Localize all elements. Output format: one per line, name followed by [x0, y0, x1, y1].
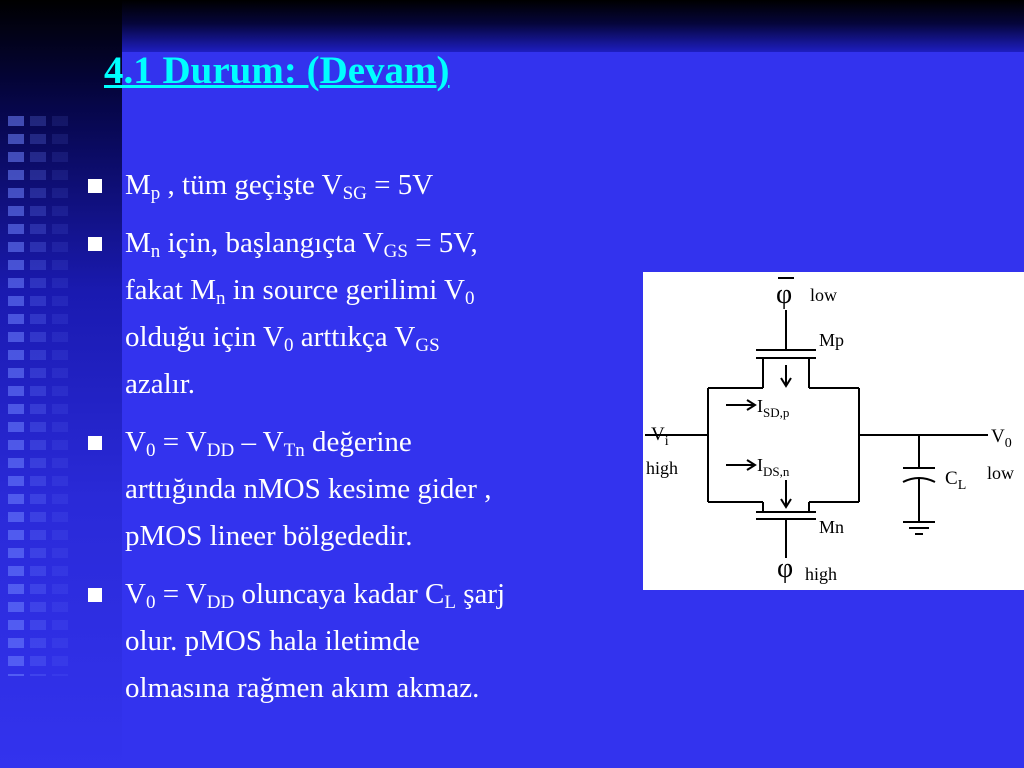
isd-label: $I_{SD,p}$ [757, 396, 790, 420]
bullet-item [88, 419, 648, 560]
bullet-subscript: 0 [283, 335, 294, 356]
bullet-subscript: 0 [145, 592, 156, 613]
bullet-subscript: SG [342, 183, 367, 204]
bullet-subscript: DD [206, 592, 235, 613]
decorative-squares [8, 116, 24, 676]
bullet-text: oluncaya kadar C [234, 578, 445, 610]
phi-bar-symbol: φ [776, 279, 793, 310]
circuit-svg [643, 272, 1024, 590]
bullet-subscript: L [444, 592, 456, 613]
bullet-subscript: n [150, 241, 161, 262]
vi-state: high [646, 458, 679, 478]
bullet-item [88, 162, 648, 209]
top-decorative-band [122, 0, 1024, 52]
bullet-text: = 5V [366, 169, 434, 201]
vo-state: low [987, 463, 1014, 483]
bullet-text: , tüm geçişte V [160, 169, 343, 201]
bullet-text: azalır. [125, 368, 196, 400]
bullet-text: – V [234, 426, 284, 458]
bullet-text: için, başlangıçta V [160, 227, 384, 259]
bullet-text: V [125, 426, 146, 458]
bullet-item [88, 220, 648, 408]
bullet-text: M [125, 227, 151, 259]
decorative-squares [30, 116, 46, 676]
bullet-subscript: 0 [145, 440, 156, 461]
bullet-text: M [125, 169, 151, 201]
bullet-square-icon [88, 436, 102, 450]
bullet-subscript: DD [206, 440, 235, 461]
vo-label: $V_0$ [991, 426, 1012, 451]
bullet-subscript: GS [383, 241, 408, 262]
nmos-label: Mn [819, 517, 845, 537]
slide-title: 4.1 Durum: (Devam) [104, 49, 450, 92]
bullet-text: V [125, 578, 146, 610]
bullet-text: = V [155, 426, 207, 458]
vi-label: $V_i$ [651, 424, 669, 449]
bullet-text: şarj [455, 578, 506, 610]
bullet-subscript: n [216, 288, 226, 309]
bullet-subscript: 0 [464, 288, 475, 309]
bullet-text: arttıkça V [293, 321, 416, 353]
decorative-squares [52, 116, 68, 676]
phi-state: high [805, 564, 838, 584]
circuit-diagram [643, 272, 1024, 590]
phi-symbol: φ [777, 553, 794, 584]
ids-label: $I_{DS,n}$ [757, 455, 790, 479]
bullet-square-icon [88, 179, 102, 193]
bullet-text: = 5V, [407, 227, 478, 259]
bullet-subscript: p [150, 183, 161, 204]
bullet-text: fakat M [125, 274, 216, 306]
bullet-subscript: GS [415, 335, 440, 356]
bullet-item [88, 571, 648, 712]
bullet-text: olduğu için V [125, 321, 284, 353]
bullet-text: değerine [304, 426, 412, 458]
phi-bar-state: low [810, 285, 837, 305]
bullet-text: = V [155, 578, 207, 610]
cl-label: $C_L$ [945, 468, 967, 493]
bullet-text: olmasına rağmen akım akmaz. [125, 672, 480, 704]
pmos-label: Mp [819, 330, 845, 350]
bullet-text: pMOS lineer bölgededir. [125, 520, 413, 552]
bullet-list [88, 162, 648, 723]
bullet-square-icon [88, 237, 102, 251]
bullet-text: olur. pMOS hala iletimde [125, 625, 420, 657]
bullet-square-icon [88, 588, 102, 602]
bullet-text: arttığında nMOS kesime gider , [125, 473, 492, 505]
bullet-text: in source gerilimi V [225, 274, 465, 306]
bullet-subscript: Tn [283, 440, 305, 461]
